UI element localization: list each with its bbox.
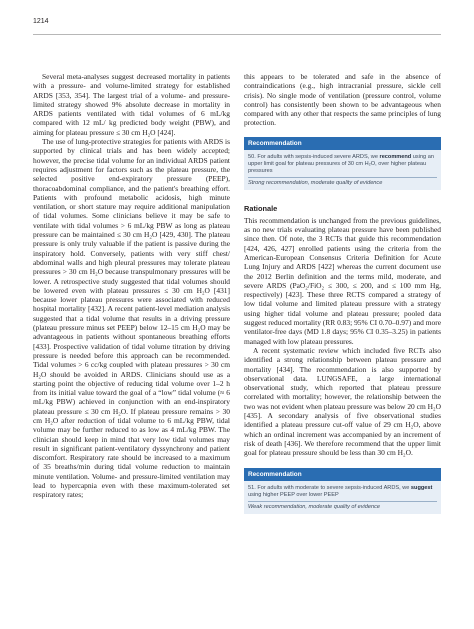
recommendation-body — [244, 150, 441, 190]
recommendation-heading: Recommendation — [244, 137, 441, 150]
recommendation-heading: Recommendation — [244, 468, 441, 481]
paragraph: The use of lung-protective strategies for patients with ARDS is supported by clinical trials and has been widely accepted; however, the precise tidal volume for an individual ARDS patient requires adjustment for factors such as the plateau pressure, the selected positive end-expiratory pressure (PEEP), thoracoabdominal compliance, and the patient's breathing effort. Patients with profound metabolic acidosis, high minute ventilation, or short stature may require additional manipulation of tidal volumes. Some clinicians believe it may be safe to ventilate with tidal volumes > 6 mL/kg PBW as long as plateau pressure can be maintained ≤ 30 cm H₂O [429, 430]. The plateau pressure is only truly valuable if the patient is passive during the inspiratory hold. Conversely, patients with very stiff chest/ abdominal walls and high pleural pressures may tolerate plateau pressures > 30 cm H₂O because transpulmonary pressures will be lower. A retrospective study suggested that tidal volumes should be lowered even with plateau pressures ≤ 30 cm H₂O [431] because lower plateau pressures were associated with reduced hospital mortality [432]. A recent patient-level mediation analysis suggested that a tidal volume that results in a driving pressure (plateau pressure minus set PEEP) below 12–15 cm H₂O may be advantageous in patients without spontaneous breathing efforts [433]. Prospective validation of tidal volume titration by driving pressure is needed before this approach can be recommended. Tidal volumes > 6 cc/kg coupled with plateau pressures > 30 cm H₂O should be avoided in ARDS. Clinicians should use as a starting point the objective of reducing tidal volume over 1–2 h from its initial value toward the goal of a “low” tidal volume (≈ 6 mL/kg PBW) achieved in conjunction with an end-inspiratory plateau pressure ≤ 30 cm H₂O. If plateau pressure remains > 30 cm H₂O after reduction of tidal volume to 6 mL/kg PBW, tidal volume may be further reduced to as low as 4 mL/kg PBW. The clinician should keep in mind that very low tidal volumes may result in significant patient-ventilatory dyssynchrony and patient discomfort. Respiratory rate should be increased to a maximum of 35 breaths/min during tidal volume reduction to maintain minute ventilation. Volume- and pressure-limited ventilation may lead to hypercapnia even with these maximum-tolerated set respiratory rates; — [33, 137, 230, 500]
recommendation-text: 50. For adults with sepsis-induced severe ARDS, we — [248, 153, 380, 160]
paragraph: this appears to be tolerated and safe in the absence of contraindications (e.g., high intracranial pressure, sickle cell crisis). No single mode of ventilation (pressure control, volume control) has consistently been shown to be advantageous when compared with any other that respects the same principles of lung protection. — [244, 72, 441, 128]
recommendation-strength: Weak recommendation, moderate quality of evidence — [248, 503, 381, 510]
recommendation-text: 51. For adults with moderate to severe sepsis-induced ARDS, we — [248, 484, 411, 491]
rationale-heading: Rationale — [244, 203, 278, 213]
recommendation-box — [244, 468, 441, 514]
recommendation-verb: recommend — [379, 153, 412, 160]
recommendation-text: using higher PEEP over lower PEEP — [248, 491, 339, 498]
recommendation-verb: suggest — [410, 484, 433, 491]
divider — [248, 501, 437, 502]
page-number: 1214 — [33, 18, 49, 25]
right-column — [244, 72, 441, 514]
recommendation-body — [244, 481, 441, 514]
recommendation-box — [244, 137, 441, 190]
left-column — [33, 72, 230, 500]
header-rule — [33, 34, 441, 35]
recommendation-strength: Strong recommendation, moderate quality of evidence — [248, 179, 383, 186]
recommendation-text: using an upper limit goal for plateau pressures of 30 cm H₂O, over higher plateau pressures — [248, 153, 434, 174]
paragraph: A recent systematic review which included five RCTs also identified a strong relationship between plateau pressure and mortality [434]. The recommendation is also supported by observational data. LUNGSAFE, a large international observational study, which reported that plateau pressure correlated with mortality; however, the relationship between the two was not evident when plateau pressure was below 20 cm H₂O [435]. A secondary analysis of five observational studies identified a plateau pressure cut-off value of 29 cm H₂O, above which an ordinal increment was accompanied by an increment of risk of death [436]. We therefore recommend that the upper limit goal for plateau pressure should be less than 30 cm H₂O. — [244, 345, 441, 458]
paragraph: Several meta-analyses suggest decreased mortality in patients with a pressure- and volume-limited strategy for established ARDS [353, 354]. The largest trial of a volume- and pressure-limited strategy showed 9% absolute decrease in mortality in ARDS patients ventilated with tidal volumes of 6 mL/kg compared with 12 mL/ kg predicted body weight (PBW), and aiming for plateau pressure ≤ 30 cm H₂O [424]. — [33, 72, 230, 137]
paragraph: This recommendation is unchanged from the previous guidelines, as no new trials evaluating plateau pressure have been published since then. Of note, the 3 RCTs that guide this recommendation [424, 426, 427] enrolled patients using the criteria from the American-European Consensus Criteria Definition for Acute Lung Injury and ARDS [422] whereas the current document use the 2012 Berlin definition and the terms mild, moderate, and severe ARDS (PaO₂/FiO₂ ≤ 300, ≤ 200, and ≤ 100 mm Hg, respectively) [423]. These three RCTS compared a strategy of low tidal volume and limited plateau pressure with a strategy using higher tidal volume and plateau pressure; pooled data suggest reduced mortality (RR 0.83; 95% CI 0.70–0.97) and more ventilator-free days (MD 1.8 days; 95% CI 0.35–3.25) in patients managed with low plateau pressures. — [244, 215, 441, 346]
divider — [248, 177, 437, 178]
